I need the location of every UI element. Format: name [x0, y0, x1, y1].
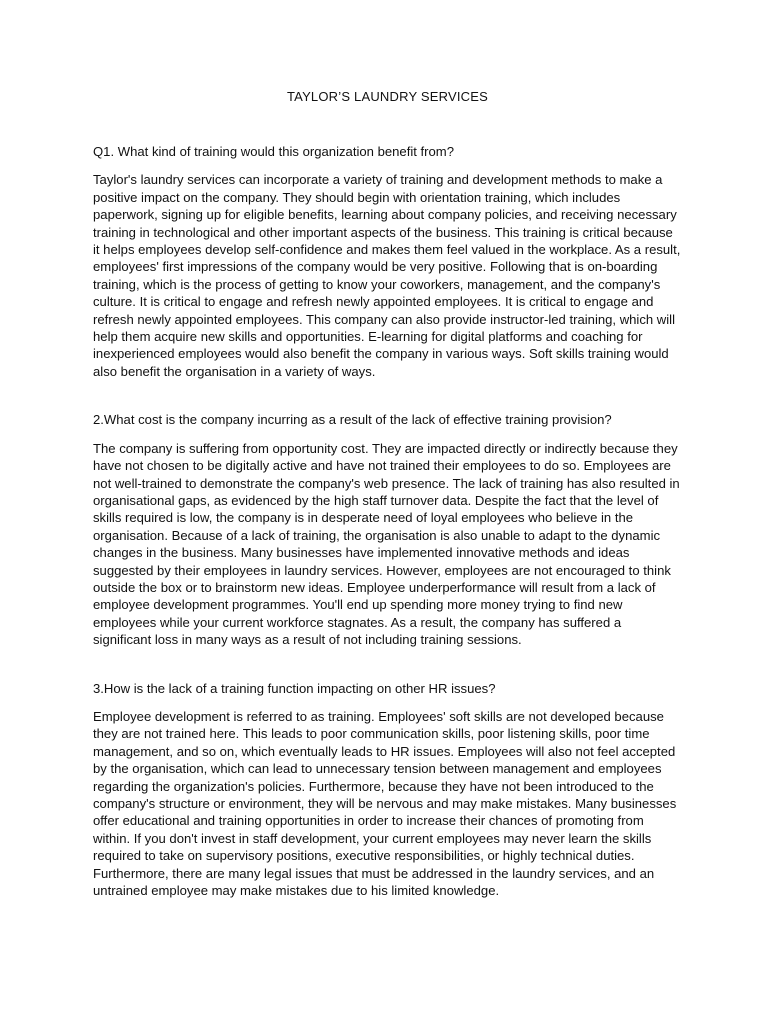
answer-3-paragraph: Employee development is referred to as training. Employees' soft skills are not developed because they are not trained here. This leads to poor communication skills, poor listening skills, poor time management, and so on, which eventually leads to HR issues. Employees will also not feel accepted by the organisation, which can lead to unnecessary tension between management and employees regarding the organization's policies. Furthermore, because they have not been introduced to the company's structure or environment, they will be nervous and may make mistakes. Many businesses offer educational and training opportunities in order to increase their chances of promoting from within. If you don't invest in staff development, your current employees may never learn the skills required to take on supervisory positions, executive responsibilities, or highly technical duties. Furthermore, there are many legal issues that must be addressed in the laundry services, and an untrained employee may make mistakes due to his limited knowledge.	[93, 708, 677, 899]
question-3-heading: 3.How is the lack of a training function impacting on other HR issues?	[93, 680, 496, 696]
answer-2-paragraph: The company is suffering from opportunity cost. They are impacted directly or indirectly because they have not chosen to be digitally active and have not trained their employees to do so. Employees are not well-trained to demonstrate the company's web presence. The lack of training has also resulted in organisational gaps, as evidenced by the high staff turnover data. Despite the fact that the level of skills required is low, the company is in desperate need of loyal employees who believe in the organisation. Because of a lack of training, the organisation is also unable to adapt to the dynamic changes in the business. Many businesses have implemented innovative methods and ideas suggested by their employees in laundry services. However, employees are not encouraged to think outside the box or to brainstorm new ideas. Employee underperformance will result from a lack of employee development programmes. You'll end up spending more money trying to find new employees while your current workforce stagnates. As a result, the company has suffered a significant loss in many ways as a result of not including training sessions.	[93, 440, 680, 648]
document-title: TAYLOR’S LAUNDRY SERVICES	[286, 89, 489, 104]
answer-1-paragraph: Taylor's laundry services can incorporate a variety of training and development methods to make a positive impact on the company. They should begin with orientation training, which includes paperwork, signing up for eligible benefits, learning about company policies, and receiving necessary training in technological and other important aspects of the business. This training is critical because it helps employees develop self-confidence and makes them feel valued in the workplace. As a result, employees' first impressions of the company would be very positive. Following that is on-boarding training, which is the process of getting to know your coworkers, management, and the company's culture. It is critical to engage and refresh newly appointed employees. It is critical to engage and refresh newly appointed employees. This company can also provide instructor-led training, which will help them acquire new skills and opportunities. E-learning for digital platforms and coaching for inexperienced employees would also benefit the company in various ways. Soft skills training would also benefit the organisation in a variety of ways.	[93, 172, 681, 379]
question-section-1	[93, 143, 682, 380]
question-1-heading: Q1. What kind of training would this organization benefit from?	[93, 144, 454, 159]
question-section-3	[93, 680, 682, 900]
question-section-2	[93, 411, 682, 648]
question-2-heading: 2.What cost is the company incurring as a result of the lack of effective training provision?	[93, 412, 612, 428]
